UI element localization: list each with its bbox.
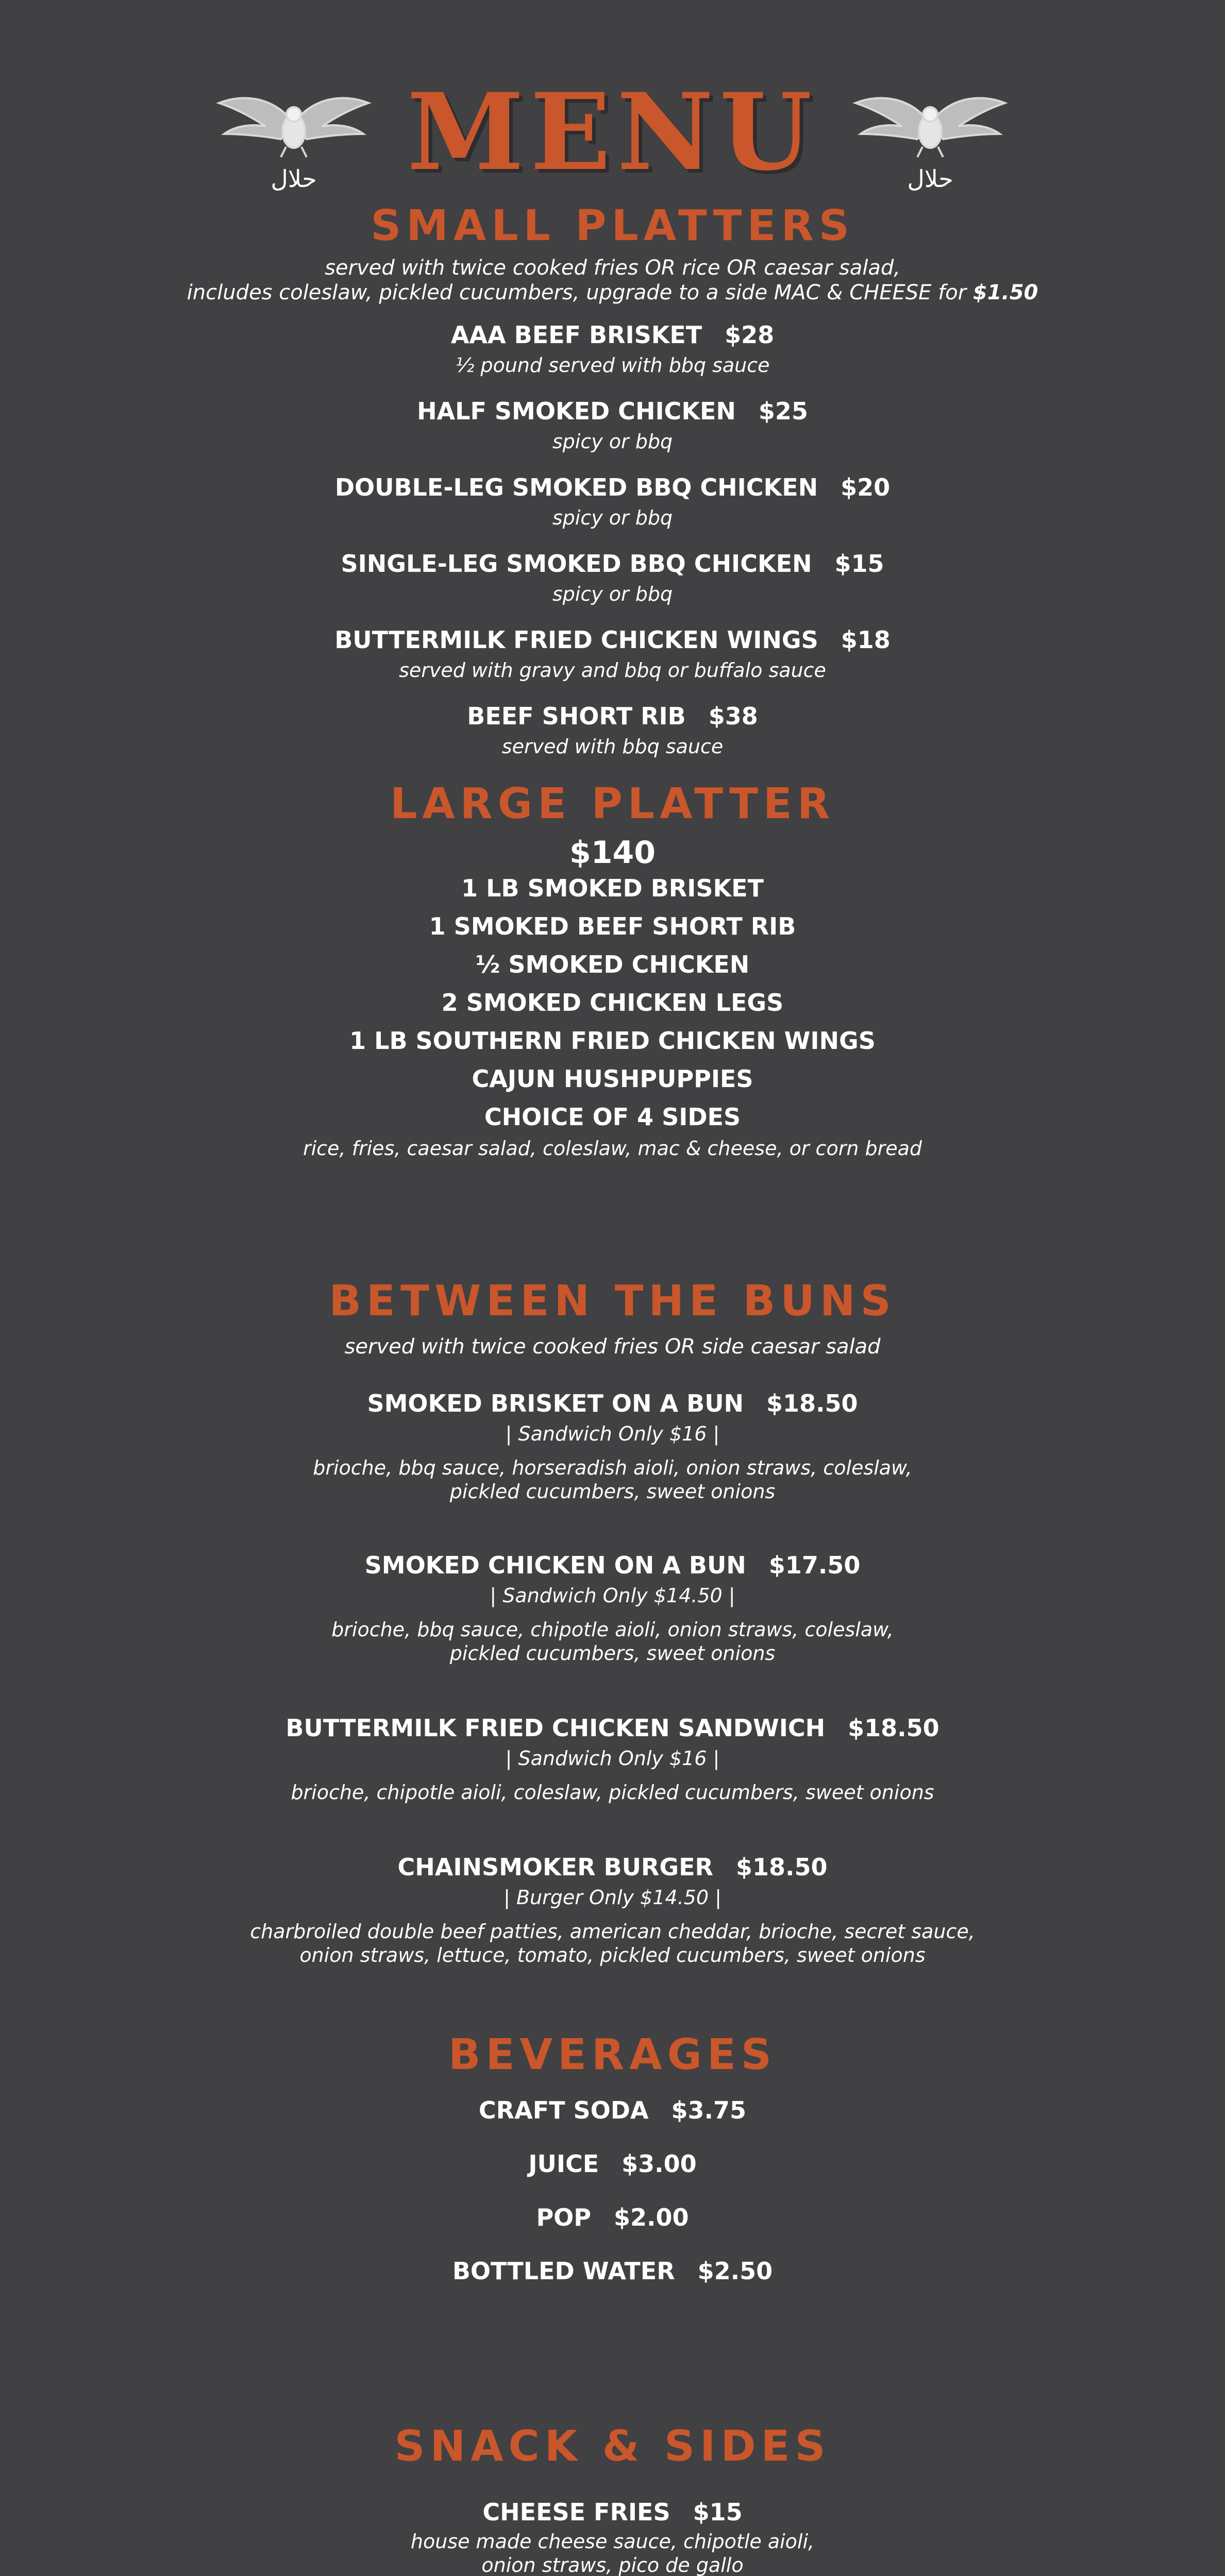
menu-item-name: HALF SMOKED CHICKEN $25 xyxy=(417,397,808,425)
menu-item-desc: spicy or bbq xyxy=(552,430,673,453)
platter-item: 1 LB SMOKED BRISKET xyxy=(461,874,764,902)
menu-item-desc: served with gravy and bbq or buffalo sauce xyxy=(399,659,826,682)
menu-item-name: BEEF SHORT RIB $38 xyxy=(467,702,758,730)
large-platter-title: LARGE PLATTER xyxy=(390,779,835,828)
menu-item-desc: served with bbq sauce xyxy=(501,735,724,758)
platter-item: ½ SMOKED CHICKEN xyxy=(475,951,750,978)
menu-item-desc: brioche, bbq sauce, chipotle aioli, onion straws, coleslaw, xyxy=(331,1618,894,1641)
small-platters-title: SMALL PLATTERS xyxy=(371,201,854,250)
menu-item-desc: house made cheese sauce, chipotle aioli, xyxy=(410,2530,815,2553)
menu-item-alt-price: | Sandwich Only $16 | xyxy=(505,1422,720,1445)
buns-sub: served with twice cooked fries OR side caesar salad xyxy=(344,1335,881,1359)
menu-item-name: POP $2.00 xyxy=(536,2204,689,2231)
menu-item-name: BUTTERMILK FRIED CHICKEN WINGS $18 xyxy=(334,626,891,654)
menu-item-desc: onion straws, pico de gallo xyxy=(481,2554,744,2576)
menu-item-desc: spicy or bbq xyxy=(552,583,673,605)
menu-item-desc: pickled cucumbers, sweet onions xyxy=(449,1642,776,1665)
menu-item-alt-price: | Sandwich Only $16 | xyxy=(505,1747,720,1770)
menu-item-desc: onion straws, lettuce, tomato, pickled cucumbers, sweet onions xyxy=(299,1944,926,1967)
menu-item-name: CHAINSMOKER BURGER $18.50 xyxy=(397,1853,828,1881)
halal-label-right: حلال xyxy=(907,165,953,193)
menu-item-name: SMOKED BRISKET ON A BUN $18.50 xyxy=(367,1389,858,1417)
menu-item-name: BOTTLED WATER $2.50 xyxy=(452,2257,773,2285)
platter-item: CAJUN HUSHPUPPIES xyxy=(472,1065,753,1093)
menu-item-name: BUTTERMILK FRIED CHICKEN SANDWICH $18.50 xyxy=(286,1714,939,1742)
menu-item-name: CHEESE FRIES $15 xyxy=(482,2498,743,2526)
menu-item-name: AAA BEEF BRISKET $28 xyxy=(450,321,775,349)
menu-item-name: JUICE $3.00 xyxy=(528,2150,697,2178)
small-platters-sub-1: served with twice cooked fries OR rice OR caesar salad, xyxy=(325,256,900,280)
menu-item-name: SINGLE-LEG SMOKED BBQ CHICKEN $15 xyxy=(341,550,884,578)
menu-item-desc: spicy or bbq xyxy=(552,506,673,529)
menu-item-desc: pickled cucumbers, sweet onions xyxy=(449,1480,776,1503)
platter-item: 1 LB SOUTHERN FRIED CHICKEN WINGS xyxy=(349,1027,876,1055)
menu-item-desc: charbroiled double beef patties, american cheddar, brioche, secret sauce, xyxy=(250,1920,975,1943)
menu-item-alt-price: | Burger Only $14.50 | xyxy=(504,1886,721,1909)
menu-item-desc: brioche, chipotle aioli, coleslaw, pickled cucumbers, sweet onions xyxy=(291,1781,934,1804)
small-platters-sub-2: includes coleslaw, pickled cucumbers, upgrade to a side MAC & CHEESE for $1.50 xyxy=(187,281,1038,304)
menu-item-name: DOUBLE-LEG SMOKED BBQ CHICKEN $20 xyxy=(334,473,891,501)
snacks-title: SNACK & SIDES xyxy=(394,2422,831,2471)
menu-item-desc: ½ pound served with bbq sauce xyxy=(455,354,770,377)
menu-item-name: CRAFT SODA $3.75 xyxy=(478,2096,747,2124)
buns-title: BETWEEN THE BUNS xyxy=(329,1277,896,1326)
menu-item-alt-price: | Sandwich Only $14.50 | xyxy=(490,1584,735,1607)
platter-item: 1 SMOKED BEEF SHORT RIB xyxy=(429,912,796,940)
halal-label-left: حلال xyxy=(271,165,317,193)
menu-title: MENU xyxy=(407,71,818,194)
platter-item: CHOICE OF 4 SIDES xyxy=(484,1103,741,1131)
beverages-title: BEVERAGES xyxy=(448,2030,777,2079)
large-platter-price: $140 xyxy=(569,835,656,871)
platter-item: 2 SMOKED CHICKEN LEGS xyxy=(441,989,784,1016)
menu-item-name: SMOKED CHICKEN ON A BUN $17.50 xyxy=(364,1551,861,1579)
menu-item-desc: brioche, bbq sauce, horseradish aioli, onion straws, coleslaw, xyxy=(313,1456,912,1479)
sides-desc: rice, fries, caesar salad, coleslaw, mac & cheese, or corn bread xyxy=(303,1137,922,1160)
